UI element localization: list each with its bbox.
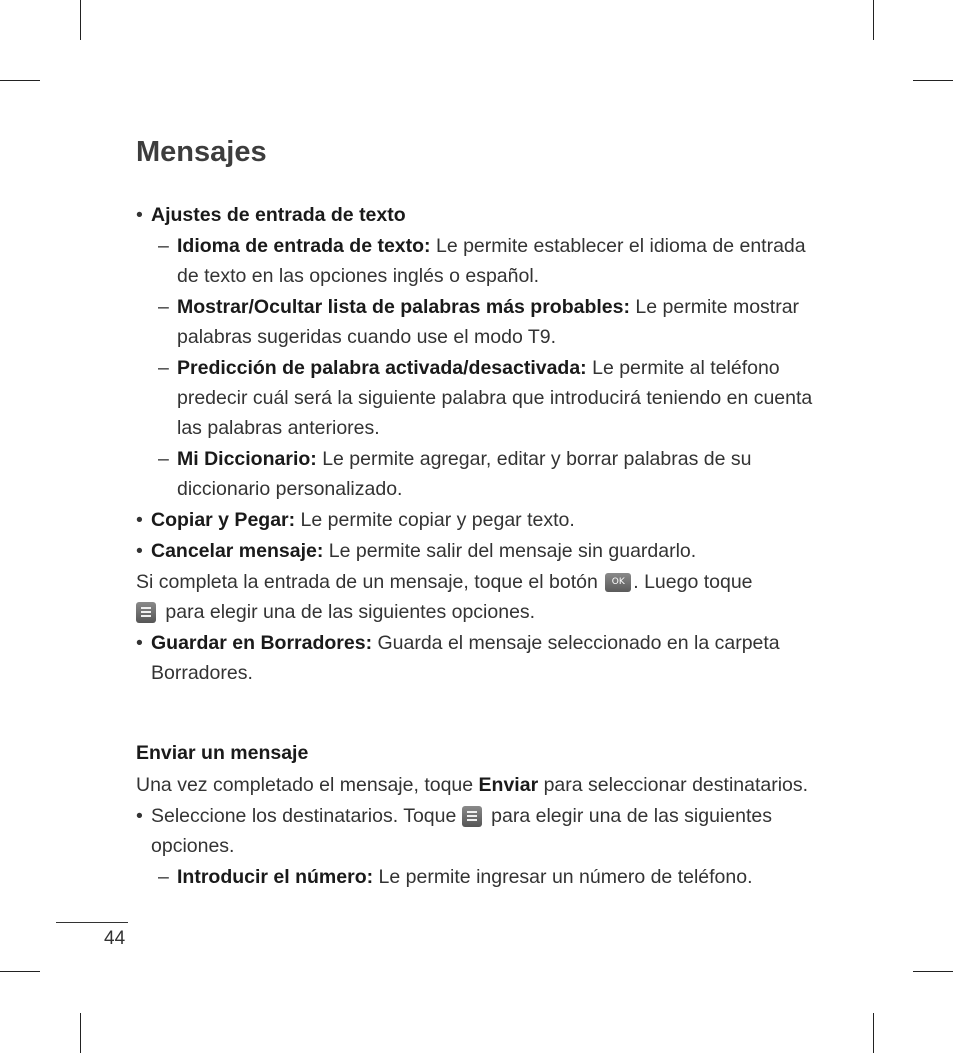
list-item <box>136 353 826 443</box>
item-term: Idioma de entrada de texto: <box>177 235 431 257</box>
item-term: Copiar y Pegar: <box>151 509 296 531</box>
send-intro <box>136 770 826 800</box>
send-term: Enviar <box>478 774 539 796</box>
text: para seleccionar destinatarios. <box>538 774 809 796</box>
list-item <box>136 444 826 504</box>
item-desc: Le permite agregar, editar y borrar palabras de su diccionario personalizado. <box>177 448 752 500</box>
bullet: • <box>136 632 143 654</box>
list-item <box>136 505 826 535</box>
text: para elegir una de las siguientes opciones. <box>165 601 536 623</box>
dash: – <box>158 296 169 318</box>
item-desc: Le permite establecer el idioma de entrada de texto en las opciones inglés o español. <box>177 235 806 287</box>
item-desc: Le permite copiar y pegar texto. <box>295 509 575 531</box>
crop-mark <box>913 971 953 972</box>
item-term: Guardar en Borradores: <box>151 632 373 654</box>
menu-key-icon <box>462 806 482 827</box>
text: . Luego toque <box>633 571 753 593</box>
list-item <box>136 231 826 291</box>
bullet: • <box>136 204 143 226</box>
list-item <box>136 862 826 892</box>
text: Una vez completado el mensaje, toque <box>136 774 479 796</box>
item-term: Cancelar mensaje: <box>151 540 324 562</box>
item-desc: Le permite ingresar un número de teléfono. <box>373 866 753 888</box>
bullet: • <box>136 509 143 531</box>
dash: – <box>158 866 169 888</box>
item-desc: Le permite salir del mensaje sin guardarlo. <box>323 540 697 562</box>
item-desc: Le permite mostrar palabras sugeridas cuando use el modo T9. <box>177 296 800 348</box>
text: para elegir una de las siguientes opciones. <box>151 805 772 857</box>
crop-mark <box>80 1013 81 1053</box>
item-term: Mi Diccionario: <box>177 448 317 470</box>
list-item <box>136 628 826 688</box>
dash: – <box>158 235 169 257</box>
text: Seleccione los destinatarios. Toque <box>151 805 462 827</box>
menu-key-icon <box>136 602 156 623</box>
text: Si completa la entrada de un mensaje, toque el botón <box>136 571 604 593</box>
complete-paragraph <box>136 567 826 627</box>
footer-rule <box>56 922 128 923</box>
item-desc: Guarda el mensaje seleccionado en la carpeta Borradores. <box>151 632 780 684</box>
page-number: 44 <box>104 928 126 949</box>
crop-mark <box>873 0 874 40</box>
list-item <box>136 801 826 861</box>
page-title: Mensajes <box>136 136 267 168</box>
crop-mark <box>0 971 40 972</box>
item-term: Predicción de palabra activada/desactivada: <box>177 357 587 379</box>
crop-mark <box>873 1013 874 1053</box>
settings-heading: Ajustes de entrada de texto <box>151 204 406 226</box>
dash: – <box>158 357 169 379</box>
item-term: Introducir el número: <box>177 866 374 888</box>
list-item <box>136 536 826 566</box>
item-desc: Le permite al teléfono predecir cuál será la siguiente palabra que introducirá teniendo en cuenta las palabras anteriores. <box>177 357 813 439</box>
crop-mark <box>913 80 953 81</box>
bullet: • <box>136 805 143 827</box>
crop-mark <box>80 0 81 40</box>
dash: – <box>158 448 169 470</box>
crop-mark <box>0 80 40 81</box>
section-heading: Enviar un mensaje <box>136 742 309 764</box>
list-item <box>136 292 826 352</box>
bullet: • <box>136 540 143 562</box>
item-term: Mostrar/Ocultar lista de palabras más probables: <box>177 296 630 318</box>
list-item <box>136 200 826 230</box>
ok-button-icon: OK <box>605 573 631 592</box>
content <box>136 200 826 893</box>
